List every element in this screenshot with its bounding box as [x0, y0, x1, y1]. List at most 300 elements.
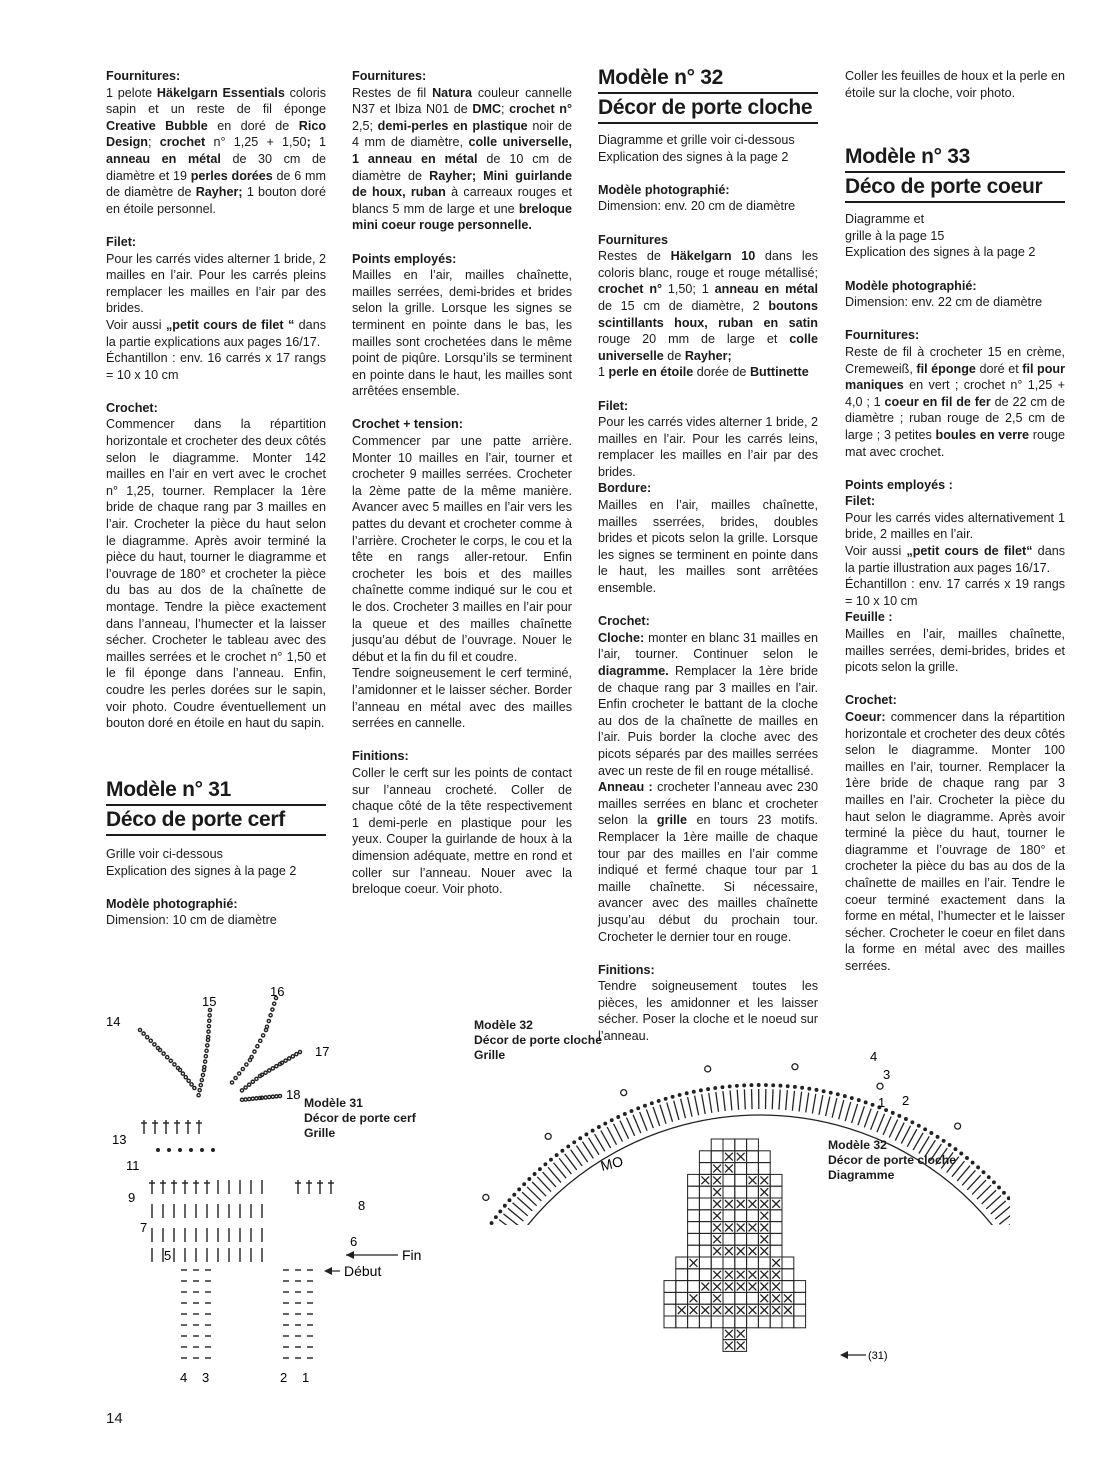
cloche-diagramme	[660, 1135, 900, 1380]
picot-dot	[917, 1124, 920, 1127]
picot-dot	[610, 1119, 613, 1122]
picot-dot	[539, 1168, 542, 1171]
antler-stitch	[253, 1050, 256, 1053]
picot-dot	[579, 1137, 582, 1140]
antler-stitch	[256, 1045, 259, 1048]
grid-cell	[758, 1163, 770, 1175]
picot-dot	[815, 1089, 818, 1092]
stitch-mark	[864, 1109, 871, 1128]
grid-cell	[711, 1151, 723, 1163]
antler-stitch	[251, 1080, 254, 1083]
antler-stitch	[204, 1060, 207, 1063]
grid-cell	[664, 1281, 676, 1293]
picot-dot	[508, 1199, 511, 1202]
antler-stitch	[184, 1076, 187, 1079]
heading: Filet:	[106, 234, 137, 249]
picot-dot	[844, 1095, 847, 1098]
heading: Fournitures	[598, 232, 668, 247]
antler-stitch	[146, 1036, 149, 1039]
grid-cell	[723, 1174, 735, 1186]
stitch-mark	[653, 1107, 660, 1126]
grid-cell	[723, 1139, 735, 1151]
grid-cell	[747, 1233, 759, 1245]
text-line: Explication des signes à la page 2	[106, 863, 297, 878]
stitch-mark	[646, 1109, 653, 1128]
grille-label-line: Modèle 32	[474, 1018, 533, 1032]
antler-stitch	[207, 1030, 210, 1033]
antler-stitch	[267, 1019, 270, 1022]
row-31-label: (31)	[868, 1350, 888, 1362]
chain-dot	[201, 1149, 204, 1152]
antler-stitch	[201, 1073, 204, 1076]
heading: Finitions:	[352, 749, 409, 764]
row-number: 11	[126, 1158, 140, 1173]
paragraph: Tendre soigneusement toutes les pièces, les amidonner et les laisser sécher. Poser la cloche et le noeud sur l’anneau.	[598, 979, 818, 1044]
picot-dot	[671, 1095, 674, 1098]
round-number: 4	[870, 1049, 878, 1064]
antler-stitch	[288, 1057, 291, 1060]
antler-stitch	[244, 1086, 247, 1089]
row-number: 6	[350, 1234, 358, 1249]
chain-dot	[168, 1149, 171, 1152]
stitch-mark	[674, 1101, 679, 1120]
antler-stitch	[271, 1095, 274, 1098]
cerf-label	[304, 1096, 416, 1141]
picot-dot	[977, 1166, 980, 1169]
text-line: Diagramme et grille voir ci-dessous	[598, 133, 795, 147]
diagramme-label-line: Décor de porte cloche	[828, 1153, 957, 1167]
grid-cell	[747, 1151, 759, 1163]
row-number: 15	[202, 994, 217, 1009]
stitch-mark	[640, 1112, 647, 1131]
antler-stitch	[268, 1095, 271, 1098]
text-line: Explication des signes à la page 2	[845, 245, 1036, 260]
picot-dot	[829, 1091, 832, 1094]
antler-stitch	[248, 1097, 251, 1100]
cerf-chart	[100, 980, 440, 1390]
picot-dot	[808, 1087, 811, 1090]
antler-stitch	[230, 1081, 233, 1084]
fin-arrowhead	[346, 1251, 354, 1259]
picot-dot	[728, 1085, 731, 1088]
stitch-mark	[620, 1121, 629, 1139]
paragraph: Mailles en l’air, mailles chaînette, mailles sserrées, brides, doubles brides et picots selon la grille. Lorsque les signes se terminent en pointe dans le haut, les mailles sont arrêtées ensemble.	[598, 498, 818, 596]
stitch-mark	[779, 1090, 780, 1110]
chain-dot	[212, 1149, 215, 1152]
picot-dot	[644, 1104, 647, 1107]
picot-dot	[721, 1086, 724, 1089]
stitch-mark	[832, 1098, 837, 1117]
grid-cell	[770, 1186, 782, 1198]
modele-32-title-number: Modèle n° 32	[598, 64, 818, 94]
antler-stitch	[248, 1058, 251, 1061]
debut-arrowhead	[324, 1267, 332, 1275]
stitch-mark	[607, 1127, 616, 1145]
picot-dot	[664, 1097, 667, 1100]
picot-dot	[657, 1100, 660, 1103]
stitch-mark	[752, 1089, 753, 1109]
heading: Fournitures:	[845, 328, 920, 343]
heading: Crochet:	[845, 693, 897, 708]
round-number: 2	[902, 1093, 910, 1108]
cerf-label-line: Décor de porte cerf	[304, 1111, 416, 1125]
picot-dot	[924, 1128, 927, 1131]
grid-cell	[735, 1163, 747, 1175]
modele-31-title-number: Modèle n° 31	[106, 776, 326, 806]
paragraph: Cloche: monter en blanc 31 mailles en l’air, tourner. Continuer selon le diagramme. Remplacer la 1ère bride de chaque rang par 3 mailles en l’air. Enfin crocheter le battant de la cloche au dos de la chaînette de mailles en l’air. Puis border la cloche avec des picots séparés par des mailles serrées avec un reste de fil en rouge métallisé. Anneau : crocheter l’anneau avec 230 mailles serrées en blanc et crocheter selon la grille en tours 23 motifs. Remplacer la 1ère maille de chaque tour par des mailles en l’air comme indiqué et fermé chaque tour par 1 maille chaînette. Si nécessaire, avancer avec des mailles chaînette jusqu’au début du prochain tour. Crocheter le dernier tour en rouge.	[598, 630, 819, 944]
grid-cell	[723, 1186, 735, 1198]
antler-stitch	[207, 1025, 210, 1028]
modele-32-title-name: Décor de porte cloche	[598, 94, 818, 124]
grid-cell	[770, 1245, 782, 1257]
heading: Finitions:	[598, 962, 655, 977]
grid-cell	[688, 1198, 700, 1210]
stitch-mark	[858, 1106, 864, 1125]
grid-cell	[770, 1316, 782, 1328]
paragraph: Commencer par une patte arrière. Monter 10 mailles en l’air, tourner et crocheter 9 mailles serrées. Crocheter la 2ème patte de la même manière. Avancer avec 5 mailles en l’air vers les pattes du devant et crocheter comme à l’arrière. Crocheter le corps, le cou et la tête en rangs aller-retour. Enfin crocheter les bois et des mailles chaînette comme indiqué sur le cou et le dos. Crocheter 3 mailles en l’air pour la queue et des mailles chaînette jusqu’au début de l’ouvrage. Nouer le début et la fin du fil et coudre. Tendre soigneusement le cerf terminé, l’amidonner et le laisser sécher. Border l’anneau en métal avec des mailles serrées en cannelle.	[352, 434, 572, 731]
row-number: 14	[106, 1014, 121, 1029]
antler-stitch	[240, 1098, 243, 1101]
antler-stitch	[206, 1038, 209, 1041]
antler-stitch	[264, 1028, 267, 1031]
grid-cell	[747, 1316, 759, 1328]
picot-dot	[772, 1084, 775, 1087]
antler-stitch	[268, 1069, 271, 1072]
text-line: Diagramme et	[845, 212, 925, 227]
picot-dot	[499, 1210, 502, 1213]
antler-stitch	[258, 1074, 261, 1077]
picot-mark	[955, 1123, 961, 1129]
grid-cell	[688, 1174, 700, 1186]
grid-cell	[688, 1245, 700, 1257]
grid-cell	[723, 1233, 735, 1245]
grid-cell	[735, 1139, 747, 1151]
heading: Filet:	[845, 494, 876, 509]
picot-dot	[544, 1163, 547, 1166]
page-number: 14	[106, 1410, 123, 1427]
grid-cell	[699, 1222, 711, 1234]
grid-cell	[747, 1210, 759, 1222]
paragraph: Pour les carrés vides alterner 1 bride, 2 mailles en l’air. Pour les carrés leins, remplacer les mailles en l’air par des brides.	[598, 415, 818, 479]
paragraph: 1 pelote Häkelgarn Essentials coloris sapin et un reste de fil éponge Creative Bubble en doré de Rico Design; crochet n° 1,25 + 1,50; 1 anneau en métal de 30 cm de diamètre et 19 perles dorées de 6 mm de diamètre de Rayher; 1 bouton doré en étoile personnel.	[106, 85, 327, 216]
antler-stitch	[149, 1039, 152, 1042]
grid-cell	[688, 1316, 700, 1328]
picot-dot	[801, 1086, 804, 1089]
text-line: Explication des signes à la page 2	[598, 149, 789, 164]
text-line: grille à la page 15	[845, 228, 945, 243]
modele-33-title-name: Déco de porte coeur	[845, 173, 1065, 203]
picot-dot	[528, 1178, 531, 1181]
picot-dot	[651, 1102, 654, 1105]
grid-cell	[688, 1186, 700, 1198]
grid-cell	[676, 1316, 688, 1328]
grid-cell	[770, 1174, 782, 1186]
row-31-arrowhead	[840, 1351, 848, 1359]
grille-label-line: Décor de porte cloche	[474, 1033, 603, 1047]
row-number: 7	[140, 1220, 148, 1235]
antler-stitch	[271, 1008, 274, 1011]
antler-stitch	[295, 1053, 298, 1056]
grid-cell	[711, 1139, 723, 1151]
diagramme-label-line: Modèle 32	[828, 1138, 887, 1152]
stitch-mark	[792, 1091, 794, 1111]
grid-cell	[735, 1292, 747, 1304]
picot-dot	[905, 1118, 908, 1121]
grid-cell	[782, 1316, 794, 1328]
stitch-mark	[812, 1094, 815, 1114]
grid-cell	[770, 1210, 782, 1222]
picot-dot	[495, 1216, 498, 1219]
grid-cell	[699, 1186, 711, 1198]
grid-cell	[747, 1139, 759, 1151]
paragraph: Mailles en l’air, mailles chaînette, mailles serrées, demi-brides, brides et picots selon la grille.	[845, 627, 1065, 675]
stitch-mark	[786, 1090, 788, 1110]
cerf-label-line: Grille	[304, 1126, 336, 1140]
antler-stitch	[178, 1068, 181, 1071]
text-line: Grille voir ci-dessous	[106, 847, 223, 861]
grid-cell	[676, 1281, 688, 1293]
antler-stitch	[206, 1044, 209, 1047]
antler-stitch	[259, 1039, 262, 1042]
paragraph: Dimension: env. 20 cm de diamètre	[598, 199, 796, 214]
stitch-mark	[702, 1094, 706, 1114]
antler-stitch	[193, 1086, 196, 1089]
row-number: 9	[128, 1190, 136, 1205]
antler-stitch	[264, 1096, 267, 1099]
stitch-mark	[626, 1118, 634, 1136]
modele-33-title-number: Modèle n° 33	[845, 143, 1065, 173]
heading: Fournitures:	[106, 69, 181, 83]
picot-dot	[692, 1090, 695, 1093]
grid-cell	[699, 1245, 711, 1257]
stitch-mark	[819, 1095, 823, 1115]
picot-dot	[604, 1122, 607, 1125]
grid-cell	[782, 1269, 794, 1281]
grid-cell	[676, 1269, 688, 1281]
paragraph: Restes de Häkelgarn 10 dans les coloris blanc, rouge et rouge métallisé; crochet n° 1,50; 1 anneau en métal de 15 cm de diamètre, 2 boutons scintillants houx, ruban en satin rouge 20 mm de large et colle universelle de Rayher; 1 perle en étoile dorée de Buttinette	[598, 249, 819, 380]
stitch-mark	[744, 1089, 745, 1109]
picot-dot	[700, 1089, 703, 1092]
antler-stitch	[202, 1068, 205, 1071]
paragraph: Mailles en l’air, mailles chaînette, mailles serrées, demi-brides et brides selon la grille. Lorsque les signes se terminent en pointe dans le bas, les mailles sont crochetées dans le même point de piqûre. Lorsqu’ils se terminent en pointe dans le haut, les mailles sont arrêtées ensemble.	[352, 268, 572, 399]
grid-cell	[735, 1186, 747, 1198]
grid-cell	[676, 1292, 688, 1304]
column-4	[845, 68, 1065, 991]
debut-label: Début	[344, 1263, 382, 1279]
grid-cell	[735, 1316, 747, 1328]
row-number: 8	[358, 1198, 366, 1213]
grid-cell	[699, 1316, 711, 1328]
grid-cell	[664, 1292, 676, 1304]
grid-cell	[711, 1316, 723, 1328]
picot-mark	[705, 1066, 711, 1072]
antler-stitch	[205, 1049, 208, 1052]
stitch-mark	[845, 1102, 851, 1121]
antler-stitch	[284, 1059, 287, 1062]
row-number: 5	[164, 1248, 172, 1263]
picot-dot	[714, 1087, 717, 1090]
picot-dot	[930, 1132, 933, 1135]
grid-cell	[758, 1257, 770, 1269]
grid-cell	[711, 1257, 723, 1269]
antler-stitch	[240, 1089, 243, 1092]
stitch-mark	[877, 1114, 885, 1132]
picot-dot	[822, 1090, 825, 1093]
modele-31-title-name: Déco de porte cerf	[106, 806, 326, 836]
column-2	[352, 68, 572, 914]
heading: Modèle photographié:	[106, 896, 238, 911]
antler-stitch	[187, 1079, 190, 1082]
heading: Feuille :	[845, 610, 893, 625]
grid-cell	[723, 1292, 735, 1304]
heading: Crochet + tension:	[352, 417, 463, 432]
antler-stitch	[162, 1052, 165, 1055]
picot-dot	[971, 1161, 974, 1164]
picot-dot	[573, 1141, 576, 1144]
antler-stitch	[269, 1014, 272, 1017]
grid-cell	[735, 1174, 747, 1186]
heading: Points employés:	[352, 251, 457, 266]
grid-cell	[699, 1269, 711, 1281]
stitch-mark	[737, 1090, 738, 1110]
round-number: 3	[883, 1067, 891, 1082]
grid-cell	[735, 1257, 747, 1269]
stitch-mark	[839, 1100, 844, 1119]
picot-dot	[864, 1101, 867, 1104]
picot-dot	[750, 1084, 753, 1087]
row-number: 13	[112, 1132, 127, 1147]
antler-stitch	[245, 1063, 248, 1066]
picot-dot	[987, 1176, 990, 1179]
stitch-mark	[709, 1093, 712, 1113]
grid-cell	[723, 1316, 735, 1328]
row-number: 4	[180, 1370, 188, 1385]
picot-dot	[857, 1099, 860, 1102]
antler-stitch	[291, 1055, 294, 1058]
grid-cell	[699, 1210, 711, 1222]
grid-cell	[699, 1292, 711, 1304]
heading: Crochet:	[598, 614, 650, 629]
picot-dot	[523, 1183, 526, 1186]
antler-stitch	[181, 1072, 184, 1075]
grid-cell	[747, 1257, 759, 1269]
stitch-mark	[772, 1089, 773, 1109]
grid-cell	[699, 1257, 711, 1269]
picot-dot	[736, 1085, 739, 1088]
grid-cell	[794, 1292, 806, 1304]
stitch-mark	[806, 1093, 809, 1113]
paragraph: Pour les carrés vides alternativement 1 bride, 2 mailles en l’air. Voir aussi „petit cours de filet“ dans la partie illustration aux pages 16/17. Échantillon : env. 17 carrés x 19 rangs = 10 x 10 cm	[845, 510, 1065, 608]
stitch-mark	[660, 1105, 666, 1124]
antler-stitch	[208, 1019, 211, 1022]
heading: Bordure:	[598, 481, 652, 496]
picot-dot	[743, 1084, 746, 1087]
antler-stitch	[278, 1062, 281, 1065]
grid-cell	[723, 1257, 735, 1269]
antler-stitch	[241, 1067, 244, 1070]
grille-label-line: Grille	[474, 1048, 506, 1062]
row-number: 3	[202, 1370, 210, 1385]
stitch-mark	[826, 1097, 830, 1117]
picot-dot	[678, 1094, 681, 1097]
grid-cell	[676, 1257, 688, 1269]
antler-stitch	[271, 1067, 274, 1070]
column-3	[598, 64, 818, 1061]
antler-stitch	[138, 1028, 141, 1031]
antler-stitch	[198, 1089, 201, 1092]
heading: Filet:	[598, 398, 629, 413]
grid-cell	[688, 1222, 700, 1234]
antler-stitch	[275, 1095, 278, 1098]
chain-dot	[157, 1149, 160, 1152]
picot-dot	[960, 1152, 963, 1155]
row-number: 2	[280, 1370, 288, 1385]
paragraph: Commencer dans la répartition horizontale et crocheter des deux côtés selon le diagramme. Monter 142 mailles en l’air en vert avec le crochet n° 1,25, tourner. Remplacer la 1ère bride de chaque rang par 3 mailles en l’air. Crocheter la pièce du haut selon le diagramme. Après avoir terminé la pièce du haut, tourner le diagramme et l’ouvrage de 180° et crocheter la pièce du bas au dos de la chaînette de montage. Tendre la pièce exactement dans l’anneau, l’humecter et la laisser sécher. Crocheter le tableau avec des mailles serrées et le crochet n° 1,50 et le fil éponge dans l’anneau. Enfin, coudre les perles dorées sur le sapin, voir photo. Coudre éventuellement un bouton doré en étoile en haut du sapin.	[106, 417, 326, 731]
stitch-mark	[695, 1096, 699, 1116]
column-1	[106, 68, 326, 748]
chain-dot	[179, 1149, 182, 1152]
antler-stitch	[298, 1050, 301, 1053]
grid-cell	[723, 1210, 735, 1222]
grid-cell	[747, 1292, 759, 1304]
grid-cell	[735, 1210, 747, 1222]
grid-cell	[735, 1233, 747, 1245]
grid-cell	[747, 1186, 759, 1198]
round-number: 1	[878, 1095, 886, 1110]
stitch-mark	[723, 1091, 725, 1111]
antler-stitch	[173, 1063, 176, 1066]
picot-dot	[851, 1097, 854, 1100]
grid-cell	[782, 1281, 794, 1293]
heading: Crochet:	[106, 400, 158, 415]
picot-dot	[555, 1154, 558, 1157]
chain-dot	[190, 1149, 193, 1152]
grid-cell	[688, 1210, 700, 1222]
antler-stitch	[190, 1083, 193, 1086]
antler-stitch	[273, 1002, 276, 1005]
picot-dot	[837, 1093, 840, 1096]
picot-dot	[598, 1126, 601, 1129]
picot-dot	[567, 1145, 570, 1148]
grid-cell	[688, 1269, 700, 1281]
antler-stitch	[142, 1032, 145, 1035]
diagramme-label-line: Diagramme	[828, 1168, 895, 1182]
paragraph: Coller les feuilles de houx et la perle en étoile sur la cloche, voir photo.	[845, 69, 1065, 100]
row-number: 1	[302, 1370, 310, 1385]
picot-dot	[898, 1115, 901, 1118]
picot-dot	[624, 1113, 627, 1116]
grid-cell	[688, 1233, 700, 1245]
modele-31-block	[106, 776, 326, 929]
stitch-mark	[730, 1090, 732, 1110]
antler-stitch	[278, 1094, 281, 1097]
paragraph: Coeur: commencer dans la répartition horizontale et crocheter des deux côtés selon le diagramme. Monter 100 mailles en l’air, tourner. Remplacer la 1ère bride de chaque rang par 3 mailles en l’air. Crocheter la pièce du haut selon le diagramme. Après avoir terminé la pièce du haut, tourner le diagramme et l’ouvrage de 180° et crocheter la pièce du bas au dos de la chaînette de mailles en l’air. Tendre le coeur terminé exactement dans la forme en métal, l’humecter et le laisser sécher. Crocheter le coeur en filet dans la forme en métal avec des mailles serrées.	[845, 710, 1065, 973]
picot-dot	[982, 1171, 985, 1174]
picot-dot	[779, 1084, 782, 1087]
picot-mark	[621, 1090, 627, 1096]
picot-dot	[617, 1116, 620, 1119]
picot-mark	[792, 1064, 798, 1070]
picot-mark	[483, 1194, 489, 1200]
picot-mark	[877, 1083, 883, 1089]
antler-stitch	[200, 1078, 203, 1081]
antler-stitch	[169, 1059, 172, 1062]
grid-cell	[794, 1316, 806, 1328]
grid-cell	[758, 1316, 770, 1328]
antler-stitch	[199, 1084, 202, 1087]
paragraph: Restes de fil Natura couleur cannelle N37 et Ibiza N01 de DMC; crochet n° 2,5; demi-perles en plastique noir de 4 mm de diamètre, colle universelle, 1 anneau en métal de 10 cm de diamètre de Rayher; Mini guirlande de houx, ruban à carreaux rouges et blancs 5 mm de large et une breloque mini coeur rouge personnelle.	[352, 85, 573, 233]
grid-cell	[699, 1151, 711, 1163]
